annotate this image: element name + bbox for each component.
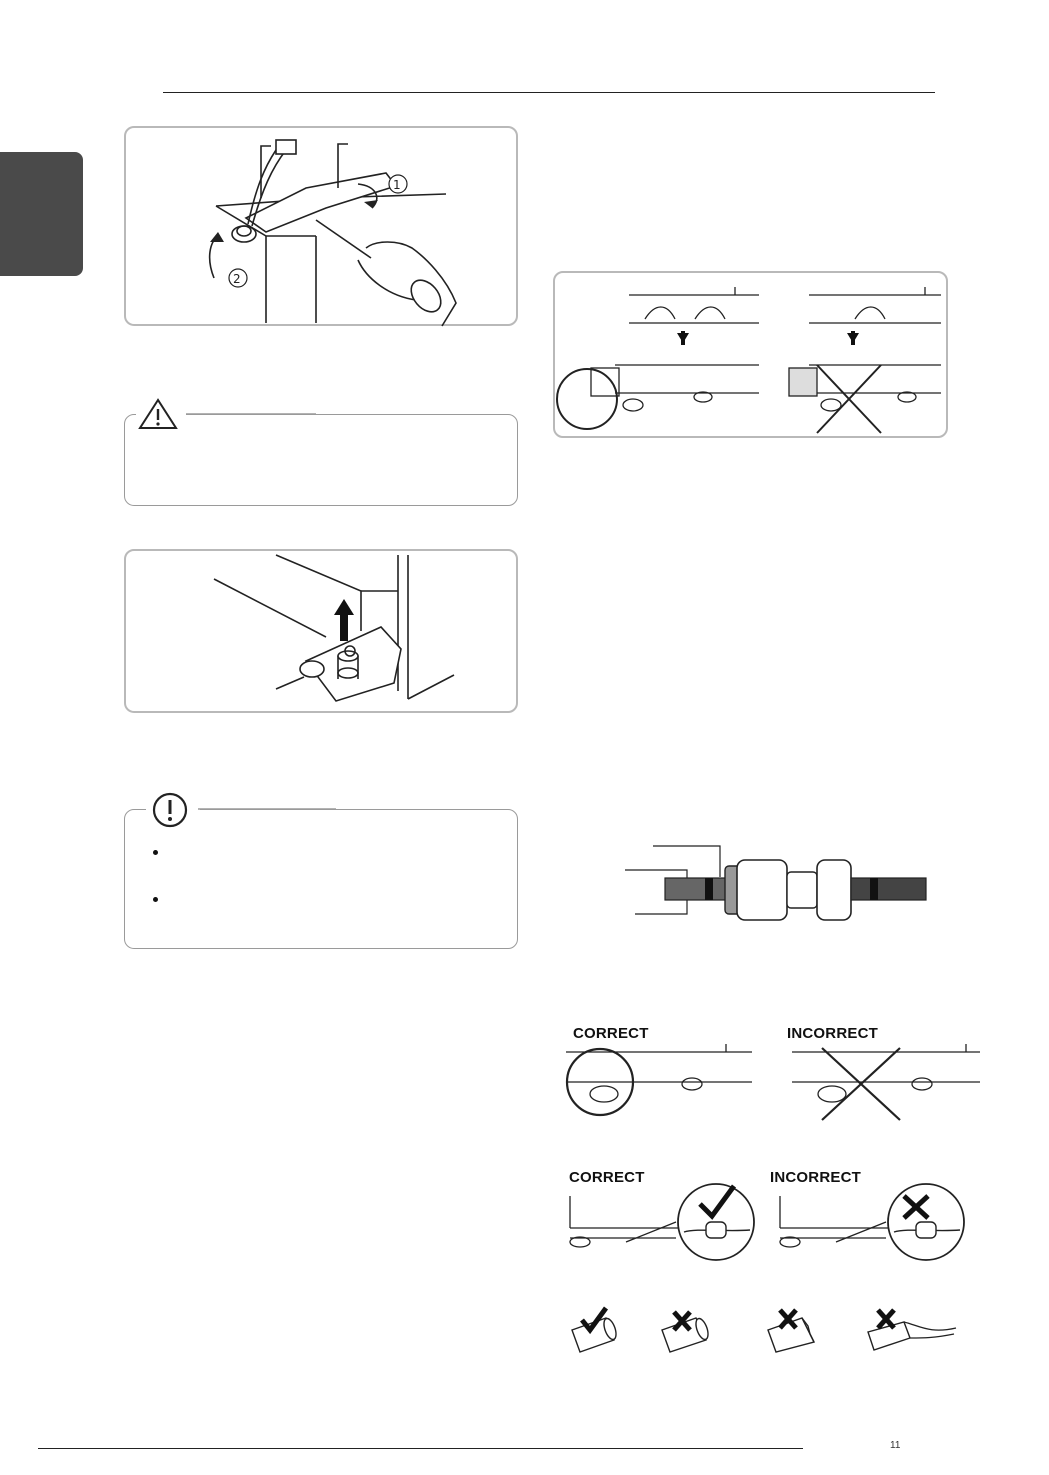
incorrect-leg-figure [786, 1040, 986, 1124]
incorrect-tube-routing [776, 1182, 976, 1262]
header-rule [163, 92, 935, 93]
hinge-removal-figure [124, 126, 518, 326]
incorrect-label-1: INCORRECT [787, 1025, 878, 1042]
tube-end-correct [562, 1304, 628, 1354]
step-1-callout: 1 [393, 178, 401, 192]
footer-rule [38, 1448, 803, 1449]
step-2-callout: 2 [233, 272, 241, 286]
page-number: 11 [890, 1440, 901, 1451]
leveling-leg-figure [553, 271, 948, 438]
note-header [146, 790, 366, 834]
hinge-illustration [126, 128, 520, 328]
chapter-tab [0, 152, 83, 276]
hinge-lift-figure [124, 549, 518, 713]
caution-header [136, 396, 336, 436]
correct-label-1: CORRECT [573, 1025, 649, 1042]
note-bullet-1 [153, 850, 158, 855]
correct-leg-figure [556, 1042, 756, 1122]
note-bullet-2 [153, 897, 158, 902]
tube-connector-diagram [625, 842, 935, 932]
tube-end-incorrect-3 [860, 1304, 960, 1354]
incorrect-label-2: INCORRECT [770, 1169, 861, 1186]
tube-end-incorrect-2 [760, 1304, 826, 1354]
correct-label-2: CORRECT [569, 1169, 645, 1186]
correct-tube-routing [566, 1182, 766, 1262]
leveling-leg-illustration [555, 273, 950, 440]
tube-end-incorrect-1 [654, 1304, 720, 1354]
hinge-lift-illustration [126, 551, 520, 715]
